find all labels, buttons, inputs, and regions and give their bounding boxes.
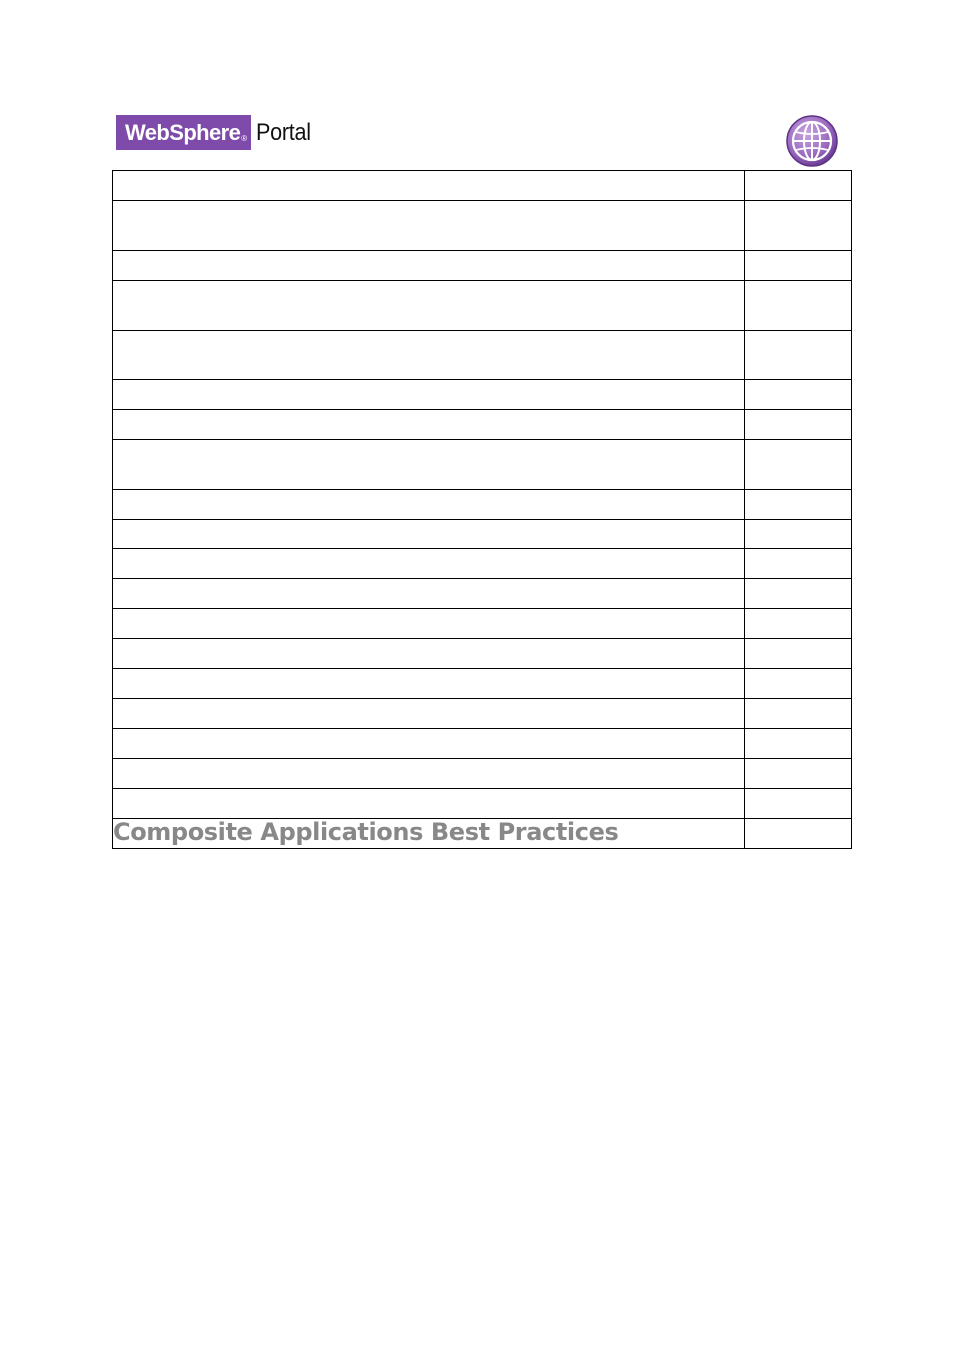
row-page-cell (745, 520, 852, 549)
logo-brand: WebSphere (125, 120, 241, 145)
row-title-cell (113, 729, 745, 759)
section-heading: Composite Applications Best Practices (113, 818, 619, 846)
row-title-cell (113, 410, 745, 440)
row-title-cell (113, 549, 745, 579)
websphere-portal-logo (116, 115, 316, 150)
contents-table (112, 170, 852, 849)
table-row (113, 380, 852, 410)
row-page-cell (745, 639, 852, 669)
logo-brand-box (116, 115, 251, 150)
row-page-cell (745, 609, 852, 639)
table-row (113, 440, 852, 490)
table-row (113, 729, 852, 759)
row-title-cell (113, 669, 745, 699)
row-title-cell (113, 699, 745, 729)
row-page-cell (745, 729, 852, 759)
row-title-cell (113, 281, 745, 331)
row-title-cell (113, 520, 745, 549)
row-title-cell (113, 789, 745, 819)
table-row (113, 669, 852, 699)
row-page-cell (745, 490, 852, 520)
table-row (113, 579, 852, 609)
row-title-cell (113, 639, 745, 669)
table-row (113, 609, 852, 639)
row-title-cell (113, 759, 745, 789)
table-row (113, 251, 852, 281)
row-title-cell (113, 579, 745, 609)
table-row (113, 789, 852, 819)
row-page-cell (745, 819, 852, 849)
row-page-cell (745, 440, 852, 490)
table-row (113, 699, 852, 729)
row-page-cell (745, 201, 852, 251)
row-page-cell (745, 331, 852, 380)
table-row (113, 410, 852, 440)
row-title-cell (113, 609, 745, 639)
row-page-cell (745, 281, 852, 331)
table-row (113, 281, 852, 331)
table-row (113, 759, 852, 789)
row-page-cell (745, 251, 852, 281)
table-row (113, 331, 852, 380)
table-row (113, 490, 852, 520)
row-page-cell (745, 410, 852, 440)
row-page-cell (745, 759, 852, 789)
row-page-cell (745, 699, 852, 729)
row-title-cell (113, 490, 745, 520)
table-row (113, 520, 852, 549)
row-title-cell (113, 251, 745, 281)
table-row (113, 171, 852, 201)
row-page-cell (745, 380, 852, 410)
globe-icon (786, 115, 838, 167)
table-row (113, 639, 852, 669)
row-title-cell (113, 201, 745, 251)
row-title-cell (113, 331, 745, 380)
logo-registered-mark: ® (241, 134, 247, 143)
row-page-cell (745, 579, 852, 609)
row-title-cell (113, 380, 745, 410)
row-page-cell (745, 549, 852, 579)
row-page-cell (745, 669, 852, 699)
table-row (113, 549, 852, 579)
logo-product: Portal (255, 118, 311, 146)
row-title-cell (113, 440, 745, 490)
table-row (113, 201, 852, 251)
row-page-cell (745, 171, 852, 201)
row-title-cell (113, 171, 745, 201)
row-page-cell (745, 789, 852, 819)
